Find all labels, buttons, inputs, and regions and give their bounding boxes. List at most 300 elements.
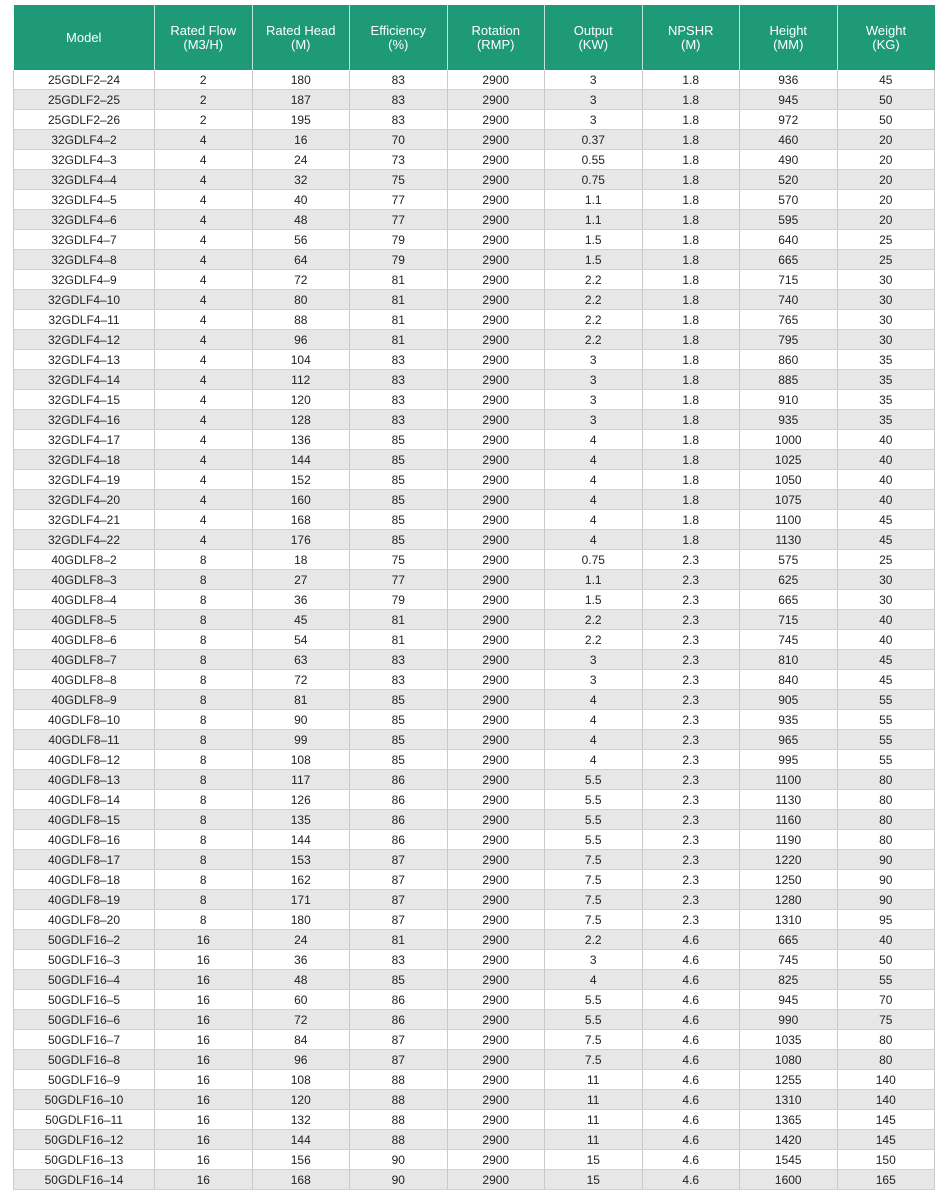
cell-rotation: 2900 (447, 470, 545, 490)
table-row (14, 990, 935, 1010)
cell-efficiency: 88 (350, 1110, 448, 1130)
cell-model: 32GDLF4–12 (14, 330, 155, 350)
cell-rated-head: 120 (252, 390, 350, 410)
cell-rated-head: 144 (252, 450, 350, 470)
cell-npshr: 2.3 (642, 850, 740, 870)
cell-weight: 80 (837, 810, 935, 830)
cell-rated-head: 96 (252, 1050, 350, 1070)
cell-rated-head: 136 (252, 430, 350, 450)
table-row (14, 170, 935, 190)
cell-weight: 35 (837, 370, 935, 390)
cell-weight: 70 (837, 990, 935, 1010)
cell-rotation: 2900 (447, 990, 545, 1010)
cell-weight: 40 (837, 450, 935, 470)
cell-rated-flow: 16 (155, 1150, 253, 1170)
cell-npshr: 2.3 (642, 690, 740, 710)
cell-rotation: 2900 (447, 1030, 545, 1050)
table-row (14, 930, 935, 950)
cell-efficiency: 85 (350, 750, 448, 770)
cell-output: 3 (545, 350, 643, 370)
cell-height: 1255 (740, 1070, 838, 1090)
cell-weight: 25 (837, 230, 935, 250)
cell-efficiency: 87 (350, 1050, 448, 1070)
cell-model: 32GDLF4–15 (14, 390, 155, 410)
cell-rated-head: 36 (252, 950, 350, 970)
column-header-unit: (%) (388, 36, 409, 52)
cell-weight: 80 (837, 790, 935, 810)
cell-output: 11 (545, 1090, 643, 1110)
cell-model: 25GDLF2–25 (14, 90, 155, 110)
cell-rated-flow: 16 (155, 950, 253, 970)
cell-rated-flow: 4 (155, 150, 253, 170)
cell-weight: 45 (837, 70, 935, 90)
cell-npshr: 4.6 (642, 1130, 740, 1150)
cell-rated-flow: 8 (155, 730, 253, 750)
pump-spec-table-container (13, 5, 934, 1190)
cell-rotation: 2900 (447, 730, 545, 750)
table-row (14, 790, 935, 810)
cell-efficiency: 83 (350, 370, 448, 390)
cell-rated-flow: 4 (155, 350, 253, 370)
cell-rotation: 2900 (447, 70, 545, 90)
cell-rated-head: 144 (252, 1130, 350, 1150)
cell-output: 3 (545, 110, 643, 130)
cell-rotation: 2900 (447, 570, 545, 590)
cell-height: 460 (740, 130, 838, 150)
cell-rotation: 2900 (447, 690, 545, 710)
table-row (14, 270, 935, 290)
cell-model: 32GDLF4–3 (14, 150, 155, 170)
cell-rated-head: 18 (252, 550, 350, 570)
table-row (14, 890, 935, 910)
cell-efficiency: 83 (350, 650, 448, 670)
cell-rotation: 2900 (447, 330, 545, 350)
column-header-npshr (642, 5, 740, 70)
cell-weight: 55 (837, 710, 935, 730)
cell-rotation: 2900 (447, 710, 545, 730)
cell-npshr: 1.8 (642, 270, 740, 290)
cell-rated-head: 108 (252, 1070, 350, 1090)
cell-npshr: 2.3 (642, 590, 740, 610)
cell-rated-head: 72 (252, 670, 350, 690)
cell-weight: 145 (837, 1130, 935, 1150)
cell-rated-head: 72 (252, 1010, 350, 1030)
cell-npshr: 4.6 (642, 1050, 740, 1070)
cell-weight: 80 (837, 830, 935, 850)
cell-height: 1050 (740, 470, 838, 490)
cell-npshr: 1.8 (642, 290, 740, 310)
cell-npshr: 1.8 (642, 130, 740, 150)
table-row (14, 910, 935, 930)
cell-efficiency: 81 (350, 330, 448, 350)
cell-model: 32GDLF4–21 (14, 510, 155, 530)
cell-weight: 30 (837, 270, 935, 290)
cell-rated-flow: 8 (155, 850, 253, 870)
cell-rated-head: 187 (252, 90, 350, 110)
table-row (14, 70, 935, 90)
cell-output: 4 (545, 970, 643, 990)
cell-rated-flow: 4 (155, 170, 253, 190)
cell-output: 15 (545, 1150, 643, 1170)
cell-weight: 35 (837, 390, 935, 410)
table-row (14, 1010, 935, 1030)
cell-height: 1160 (740, 810, 838, 830)
cell-weight: 40 (837, 470, 935, 490)
cell-model: 32GDLF4–14 (14, 370, 155, 390)
cell-npshr: 2.3 (642, 870, 740, 890)
table-row (14, 1150, 935, 1170)
cell-weight: 45 (837, 670, 935, 690)
cell-rated-flow: 4 (155, 210, 253, 230)
cell-model: 40GDLF8–7 (14, 650, 155, 670)
column-header-rotation (447, 5, 545, 70)
cell-rotation: 2900 (447, 1050, 545, 1070)
cell-npshr: 2.3 (642, 710, 740, 730)
cell-rated-flow: 16 (155, 1030, 253, 1050)
cell-rated-head: 126 (252, 790, 350, 810)
cell-output: 2.2 (545, 610, 643, 630)
cell-rotation: 2900 (447, 510, 545, 530)
column-header-unit: (KG) (872, 36, 900, 52)
cell-output: 7.5 (545, 850, 643, 870)
table-row (14, 850, 935, 870)
cell-output: 5.5 (545, 1010, 643, 1030)
pump-spec-table (13, 5, 935, 1190)
table-row (14, 610, 935, 630)
cell-height: 1310 (740, 1090, 838, 1110)
cell-rotation: 2900 (447, 630, 545, 650)
cell-output: 0.75 (545, 550, 643, 570)
cell-rated-flow: 8 (155, 830, 253, 850)
cell-npshr: 1.8 (642, 250, 740, 270)
cell-rated-flow: 8 (155, 650, 253, 670)
cell-output: 11 (545, 1110, 643, 1130)
cell-rated-flow: 8 (155, 770, 253, 790)
table-row (14, 1090, 935, 1110)
cell-efficiency: 85 (350, 710, 448, 730)
cell-rated-head: 180 (252, 910, 350, 930)
cell-height: 1130 (740, 790, 838, 810)
cell-model: 40GDLF8–13 (14, 770, 155, 790)
cell-height: 1420 (740, 1130, 838, 1150)
cell-model: 32GDLF4–19 (14, 470, 155, 490)
cell-output: 7.5 (545, 910, 643, 930)
cell-efficiency: 90 (350, 1150, 448, 1170)
cell-output: 3 (545, 90, 643, 110)
cell-npshr: 1.8 (642, 530, 740, 550)
cell-rotation: 2900 (447, 1130, 545, 1150)
cell-output: 4 (545, 450, 643, 470)
cell-height: 825 (740, 970, 838, 990)
table-row (14, 350, 935, 370)
cell-output: 5.5 (545, 990, 643, 1010)
cell-npshr: 1.8 (642, 470, 740, 490)
cell-rotation: 2900 (447, 450, 545, 470)
cell-npshr: 1.8 (642, 330, 740, 350)
cell-rated-flow: 2 (155, 90, 253, 110)
cell-rated-flow: 16 (155, 990, 253, 1010)
cell-output: 0.37 (545, 130, 643, 150)
cell-rated-head: 24 (252, 150, 350, 170)
cell-rotation: 2900 (447, 670, 545, 690)
cell-output: 4 (545, 690, 643, 710)
column-header-output (545, 5, 643, 70)
cell-rated-flow: 8 (155, 910, 253, 930)
table-row (14, 970, 935, 990)
table-row (14, 290, 935, 310)
cell-rotation: 2900 (447, 1150, 545, 1170)
cell-weight: 20 (837, 130, 935, 150)
cell-npshr: 1.8 (642, 390, 740, 410)
cell-npshr: 4.6 (642, 930, 740, 950)
cell-height: 1080 (740, 1050, 838, 1070)
cell-rotation: 2900 (447, 350, 545, 370)
table-row (14, 950, 935, 970)
cell-npshr: 2.3 (642, 830, 740, 850)
cell-rotation: 2900 (447, 390, 545, 410)
cell-height: 665 (740, 930, 838, 950)
cell-model: 40GDLF8–3 (14, 570, 155, 590)
column-header-label: Rated Head (266, 22, 336, 38)
cell-height: 575 (740, 550, 838, 570)
cell-rated-flow: 8 (155, 670, 253, 690)
table-row (14, 770, 935, 790)
cell-model: 32GDLF4–7 (14, 230, 155, 250)
cell-efficiency: 86 (350, 1010, 448, 1030)
cell-efficiency: 70 (350, 130, 448, 150)
table-row (14, 730, 935, 750)
cell-rated-head: 24 (252, 930, 350, 950)
cell-weight: 165 (837, 1170, 935, 1190)
cell-rotation: 2900 (447, 130, 545, 150)
cell-efficiency: 83 (350, 670, 448, 690)
cell-efficiency: 81 (350, 270, 448, 290)
cell-rated-flow: 16 (155, 1010, 253, 1030)
cell-weight: 30 (837, 570, 935, 590)
cell-rated-flow: 4 (155, 230, 253, 250)
cell-rotation: 2900 (447, 250, 545, 270)
cell-model: 40GDLF8–4 (14, 590, 155, 610)
cell-output: 7.5 (545, 890, 643, 910)
cell-efficiency: 88 (350, 1090, 448, 1110)
cell-efficiency: 79 (350, 250, 448, 270)
cell-height: 715 (740, 270, 838, 290)
cell-efficiency: 85 (350, 970, 448, 990)
cell-rotation: 2900 (447, 370, 545, 390)
cell-npshr: 1.8 (642, 350, 740, 370)
cell-rated-flow: 4 (155, 370, 253, 390)
cell-rated-head: 171 (252, 890, 350, 910)
cell-height: 1000 (740, 430, 838, 450)
cell-weight: 55 (837, 750, 935, 770)
cell-efficiency: 85 (350, 470, 448, 490)
cell-npshr: 1.8 (642, 70, 740, 90)
cell-output: 4 (545, 750, 643, 770)
cell-rated-head: 72 (252, 270, 350, 290)
cell-height: 1220 (740, 850, 838, 870)
cell-weight: 25 (837, 550, 935, 570)
cell-rated-head: 96 (252, 330, 350, 350)
cell-weight: 80 (837, 770, 935, 790)
table-row (14, 310, 935, 330)
cell-rated-head: 45 (252, 610, 350, 630)
table-row (14, 570, 935, 590)
cell-output: 4 (545, 510, 643, 530)
cell-npshr: 4.6 (642, 990, 740, 1010)
cell-model: 25GDLF2–24 (14, 70, 155, 90)
cell-npshr: 2.3 (642, 610, 740, 630)
cell-npshr: 2.3 (642, 810, 740, 830)
cell-height: 995 (740, 750, 838, 770)
cell-rotation: 2900 (447, 1070, 545, 1090)
cell-model: 40GDLF8–20 (14, 910, 155, 930)
cell-npshr: 1.8 (642, 150, 740, 170)
table-row (14, 1030, 935, 1050)
cell-rated-head: 84 (252, 1030, 350, 1050)
cell-model: 50GDLF16–10 (14, 1090, 155, 1110)
cell-efficiency: 81 (350, 310, 448, 330)
cell-rotation: 2900 (447, 610, 545, 630)
cell-rated-head: 132 (252, 1110, 350, 1130)
column-header-unit: (M3/H) (183, 36, 224, 52)
cell-rotation: 2900 (447, 290, 545, 310)
table-row (14, 630, 935, 650)
cell-rated-head: 135 (252, 810, 350, 830)
cell-height: 1545 (740, 1150, 838, 1170)
table-row (14, 330, 935, 350)
cell-output: 4 (545, 710, 643, 730)
cell-model: 50GDLF16–6 (14, 1010, 155, 1030)
cell-height: 860 (740, 350, 838, 370)
cell-rotation: 2900 (447, 810, 545, 830)
cell-weight: 20 (837, 170, 935, 190)
cell-rated-head: 144 (252, 830, 350, 850)
column-header-unit: (KW) (578, 36, 609, 52)
cell-npshr: 1.8 (642, 370, 740, 390)
cell-rotation: 2900 (447, 930, 545, 950)
cell-npshr: 2.3 (642, 550, 740, 570)
cell-output: 3 (545, 70, 643, 90)
cell-height: 795 (740, 330, 838, 350)
cell-weight: 40 (837, 490, 935, 510)
cell-npshr: 2.3 (642, 770, 740, 790)
cell-npshr: 1.8 (642, 410, 740, 430)
column-header-efficiency (350, 5, 448, 70)
cell-efficiency: 75 (350, 550, 448, 570)
cell-output: 1.5 (545, 250, 643, 270)
cell-rated-flow: 4 (155, 430, 253, 450)
cell-efficiency: 83 (350, 350, 448, 370)
cell-weight: 20 (837, 210, 935, 230)
cell-output: 3 (545, 390, 643, 410)
cell-height: 665 (740, 590, 838, 610)
cell-height: 570 (740, 190, 838, 210)
cell-height: 1075 (740, 490, 838, 510)
cell-rated-flow: 16 (155, 1170, 253, 1190)
cell-rated-head: 168 (252, 510, 350, 530)
cell-efficiency: 87 (350, 910, 448, 930)
cell-rotation: 2900 (447, 1110, 545, 1130)
cell-height: 945 (740, 90, 838, 110)
cell-model: 50GDLF16–7 (14, 1030, 155, 1050)
cell-weight: 45 (837, 510, 935, 530)
cell-rotation: 2900 (447, 210, 545, 230)
cell-weight: 55 (837, 690, 935, 710)
cell-npshr: 2.3 (642, 790, 740, 810)
cell-efficiency: 77 (350, 190, 448, 210)
cell-npshr: 4.6 (642, 1170, 740, 1190)
cell-npshr: 1.8 (642, 190, 740, 210)
cell-rated-head: 104 (252, 350, 350, 370)
cell-npshr: 2.3 (642, 630, 740, 650)
cell-rated-head: 56 (252, 230, 350, 250)
cell-output: 0.75 (545, 170, 643, 190)
cell-efficiency: 81 (350, 630, 448, 650)
column-header-label: Efficiency (370, 22, 426, 38)
cell-efficiency: 86 (350, 990, 448, 1010)
cell-rated-head: 27 (252, 570, 350, 590)
cell-model: 32GDLF4–18 (14, 450, 155, 470)
column-header-label: Output (573, 22, 613, 38)
table-row (14, 670, 935, 690)
cell-height: 885 (740, 370, 838, 390)
cell-height: 972 (740, 110, 838, 130)
cell-efficiency: 75 (350, 170, 448, 190)
cell-rated-flow: 16 (155, 930, 253, 950)
cell-rotation: 2900 (447, 410, 545, 430)
cell-npshr: 1.8 (642, 170, 740, 190)
cell-rated-flow: 4 (155, 510, 253, 530)
cell-height: 1035 (740, 1030, 838, 1050)
cell-rated-flow: 4 (155, 270, 253, 290)
cell-npshr: 2.3 (642, 670, 740, 690)
cell-efficiency: 86 (350, 770, 448, 790)
cell-model: 40GDLF8–9 (14, 690, 155, 710)
cell-output: 5.5 (545, 790, 643, 810)
cell-efficiency: 81 (350, 930, 448, 950)
cell-model: 32GDLF4–8 (14, 250, 155, 270)
cell-rotation: 2900 (447, 230, 545, 250)
cell-rated-flow: 4 (155, 410, 253, 430)
cell-model: 32GDLF4–10 (14, 290, 155, 310)
cell-npshr: 1.8 (642, 230, 740, 250)
cell-model: 50GDLF16–13 (14, 1150, 155, 1170)
column-header-unit: (M) (291, 36, 311, 52)
cell-model: 40GDLF8–8 (14, 670, 155, 690)
table-row (14, 1110, 935, 1130)
table-row (14, 430, 935, 450)
table-row (14, 590, 935, 610)
cell-npshr: 1.8 (642, 90, 740, 110)
cell-output: 4 (545, 730, 643, 750)
cell-model: 50GDLF16–2 (14, 930, 155, 950)
cell-rated-head: 156 (252, 1150, 350, 1170)
cell-model: 40GDLF8–5 (14, 610, 155, 630)
cell-efficiency: 86 (350, 830, 448, 850)
cell-output: 3 (545, 670, 643, 690)
cell-npshr: 2.3 (642, 650, 740, 670)
cell-rotation: 2900 (447, 550, 545, 570)
cell-rated-flow: 4 (155, 310, 253, 330)
cell-npshr: 4.6 (642, 950, 740, 970)
cell-output: 3 (545, 410, 643, 430)
cell-efficiency: 73 (350, 150, 448, 170)
cell-efficiency: 85 (350, 530, 448, 550)
cell-npshr: 4.6 (642, 1150, 740, 1170)
column-header-unit: (RMP) (476, 36, 515, 52)
cell-output: 3 (545, 650, 643, 670)
cell-output: 2.2 (545, 330, 643, 350)
